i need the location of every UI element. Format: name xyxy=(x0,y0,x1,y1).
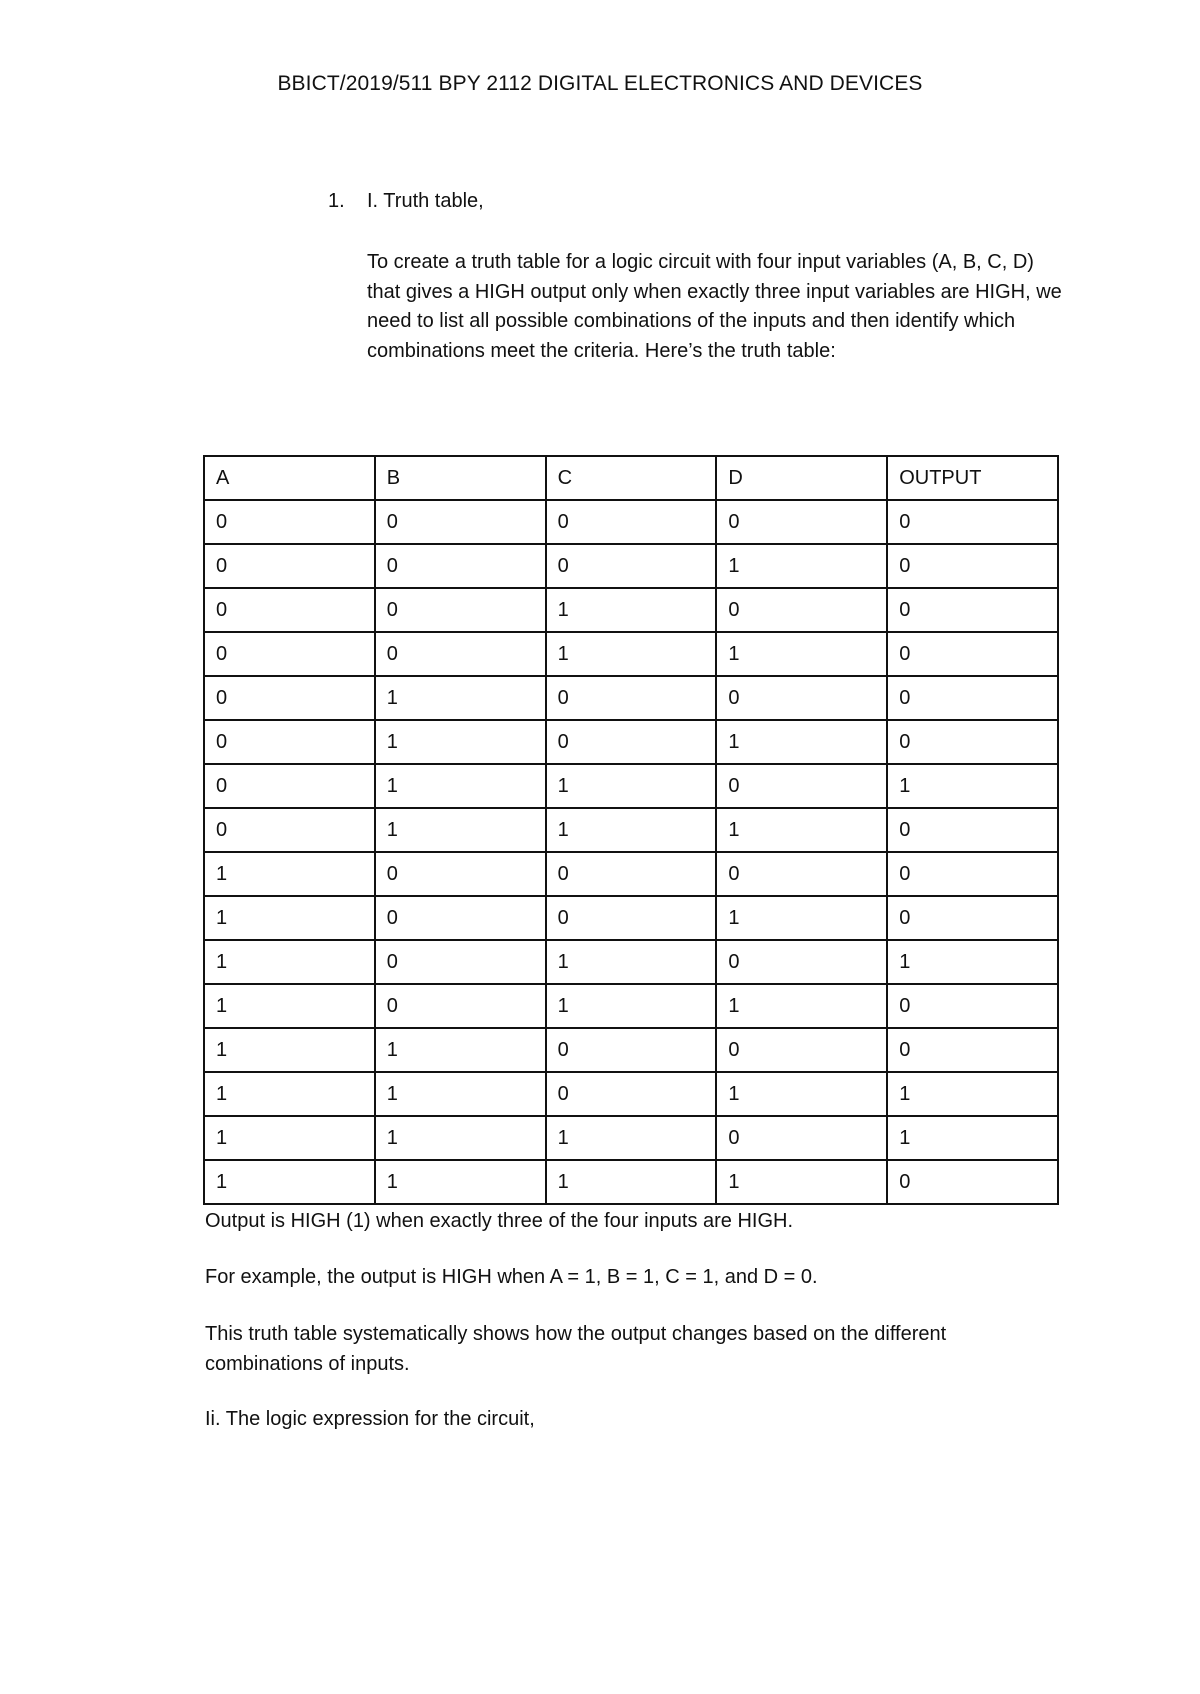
cell-output: 0 xyxy=(887,1160,1058,1204)
cell-a: 0 xyxy=(204,544,375,588)
cell-b: 1 xyxy=(375,1072,546,1116)
cell-b: 0 xyxy=(375,984,546,1028)
cell-c: 1 xyxy=(546,588,717,632)
cell-c: 1 xyxy=(546,632,717,676)
cell-c: 0 xyxy=(546,544,717,588)
cell-c: 0 xyxy=(546,852,717,896)
section-2-title: Ii. The logic expression for the circuit, xyxy=(205,1408,535,1430)
column-header-c: C xyxy=(546,456,717,500)
cell-output: 0 xyxy=(887,808,1058,852)
cell-a: 1 xyxy=(204,896,375,940)
table-row xyxy=(204,676,1058,720)
table-row xyxy=(204,544,1058,588)
cell-a: 1 xyxy=(204,852,375,896)
column-header-d: D xyxy=(716,456,887,500)
column-header-b: B xyxy=(375,456,546,500)
cell-output: 0 xyxy=(887,500,1058,544)
table-row xyxy=(204,720,1058,764)
cell-a: 0 xyxy=(204,500,375,544)
cell-d: 0 xyxy=(716,852,887,896)
cell-b: 0 xyxy=(375,632,546,676)
page-header: BBICT/2019/511 BPY 2112 DIGITAL ELECTRONICS AND DEVICES xyxy=(277,72,923,95)
cell-output: 0 xyxy=(887,676,1058,720)
table-row xyxy=(204,808,1058,852)
cell-b: 0 xyxy=(375,896,546,940)
cell-a: 1 xyxy=(204,984,375,1028)
cell-b: 1 xyxy=(375,1160,546,1204)
truth-table-body xyxy=(204,500,1058,1204)
table-header-row xyxy=(204,456,1058,500)
cell-a: 0 xyxy=(204,588,375,632)
cell-output: 1 xyxy=(887,940,1058,984)
table-row xyxy=(204,1072,1058,1116)
cell-b: 0 xyxy=(375,940,546,984)
cell-a: 1 xyxy=(204,1072,375,1116)
section-1-heading xyxy=(328,190,484,213)
summary-text: This truth table systematically shows how the output changes based on the different combinations of inputs. xyxy=(205,1323,947,1375)
cell-d: 1 xyxy=(716,808,887,852)
cell-a: 0 xyxy=(204,720,375,764)
cell-c: 1 xyxy=(546,1160,717,1204)
cell-c: 0 xyxy=(546,676,717,720)
cell-d: 0 xyxy=(716,940,887,984)
cell-d: 0 xyxy=(716,1028,887,1072)
cell-a: 0 xyxy=(204,808,375,852)
cell-c: 1 xyxy=(546,984,717,1028)
cell-d: 1 xyxy=(716,984,887,1028)
list-number: 1. xyxy=(328,190,345,212)
cell-d: 1 xyxy=(716,1160,887,1204)
cell-output: 1 xyxy=(887,1072,1058,1116)
cell-b: 0 xyxy=(375,588,546,632)
section-1-title: I. Truth table, xyxy=(367,190,484,212)
example-text: For example, the output is HIGH when A = 1, B = 1, C = 1, and D = 0. xyxy=(205,1266,818,1288)
cell-a: 1 xyxy=(204,1116,375,1160)
table-row xyxy=(204,896,1058,940)
cell-b: 1 xyxy=(375,764,546,808)
cell-b: 0 xyxy=(375,500,546,544)
column-header-output: OUTPUT xyxy=(887,456,1058,500)
cell-b: 1 xyxy=(375,808,546,852)
cell-a: 0 xyxy=(204,764,375,808)
cell-d: 1 xyxy=(716,896,887,940)
cell-output: 1 xyxy=(887,764,1058,808)
truth-table xyxy=(203,455,1059,1205)
table-row xyxy=(204,632,1058,676)
cell-output: 0 xyxy=(887,544,1058,588)
intro-paragraph: To create a truth table for a logic circuit with four input variables (A, B, C, D) that gives a HIGH output only when exactly three input variables are HIGH, we need to list all possible combinations of the inputs and then identify which combinations meet the criteria. Here’s the truth table: xyxy=(367,251,1062,362)
cell-c: 1 xyxy=(546,808,717,852)
cell-c: 0 xyxy=(546,896,717,940)
cell-a: 0 xyxy=(204,676,375,720)
cell-d: 0 xyxy=(716,764,887,808)
table-row xyxy=(204,852,1058,896)
cell-d: 0 xyxy=(716,588,887,632)
cell-c: 1 xyxy=(546,940,717,984)
table-row xyxy=(204,764,1058,808)
cell-d: 1 xyxy=(716,1072,887,1116)
cell-d: 0 xyxy=(716,1116,887,1160)
cell-c: 1 xyxy=(546,764,717,808)
table-row xyxy=(204,1116,1058,1160)
table-row xyxy=(204,984,1058,1028)
table-row xyxy=(204,588,1058,632)
cell-a: 1 xyxy=(204,1160,375,1204)
cell-output: 0 xyxy=(887,984,1058,1028)
cell-b: 1 xyxy=(375,720,546,764)
cell-c: 0 xyxy=(546,1028,717,1072)
cell-b: 0 xyxy=(375,544,546,588)
table-row xyxy=(204,1028,1058,1072)
output-rule-text: Output is HIGH (1) when exactly three of the four inputs are HIGH. xyxy=(205,1210,794,1232)
cell-d: 0 xyxy=(716,500,887,544)
cell-b: 1 xyxy=(375,676,546,720)
cell-d: 1 xyxy=(716,720,887,764)
cell-a: 1 xyxy=(204,940,375,984)
cell-output: 0 xyxy=(887,588,1058,632)
cell-output: 0 xyxy=(887,1028,1058,1072)
cell-c: 0 xyxy=(546,1072,717,1116)
cell-b: 1 xyxy=(375,1116,546,1160)
cell-output: 1 xyxy=(887,1116,1058,1160)
cell-c: 0 xyxy=(546,500,717,544)
cell-c: 1 xyxy=(546,1116,717,1160)
cell-a: 0 xyxy=(204,632,375,676)
column-header-a: A xyxy=(204,456,375,500)
cell-b: 1 xyxy=(375,1028,546,1072)
table-row xyxy=(204,1160,1058,1204)
cell-output: 0 xyxy=(887,632,1058,676)
cell-d: 1 xyxy=(716,544,887,588)
cell-d: 0 xyxy=(716,676,887,720)
cell-output: 0 xyxy=(887,720,1058,764)
table-row xyxy=(204,500,1058,544)
cell-d: 1 xyxy=(716,632,887,676)
cell-output: 0 xyxy=(887,852,1058,896)
cell-b: 0 xyxy=(375,852,546,896)
cell-output: 0 xyxy=(887,896,1058,940)
cell-c: 0 xyxy=(546,720,717,764)
table-row xyxy=(204,940,1058,984)
cell-a: 1 xyxy=(204,1028,375,1072)
